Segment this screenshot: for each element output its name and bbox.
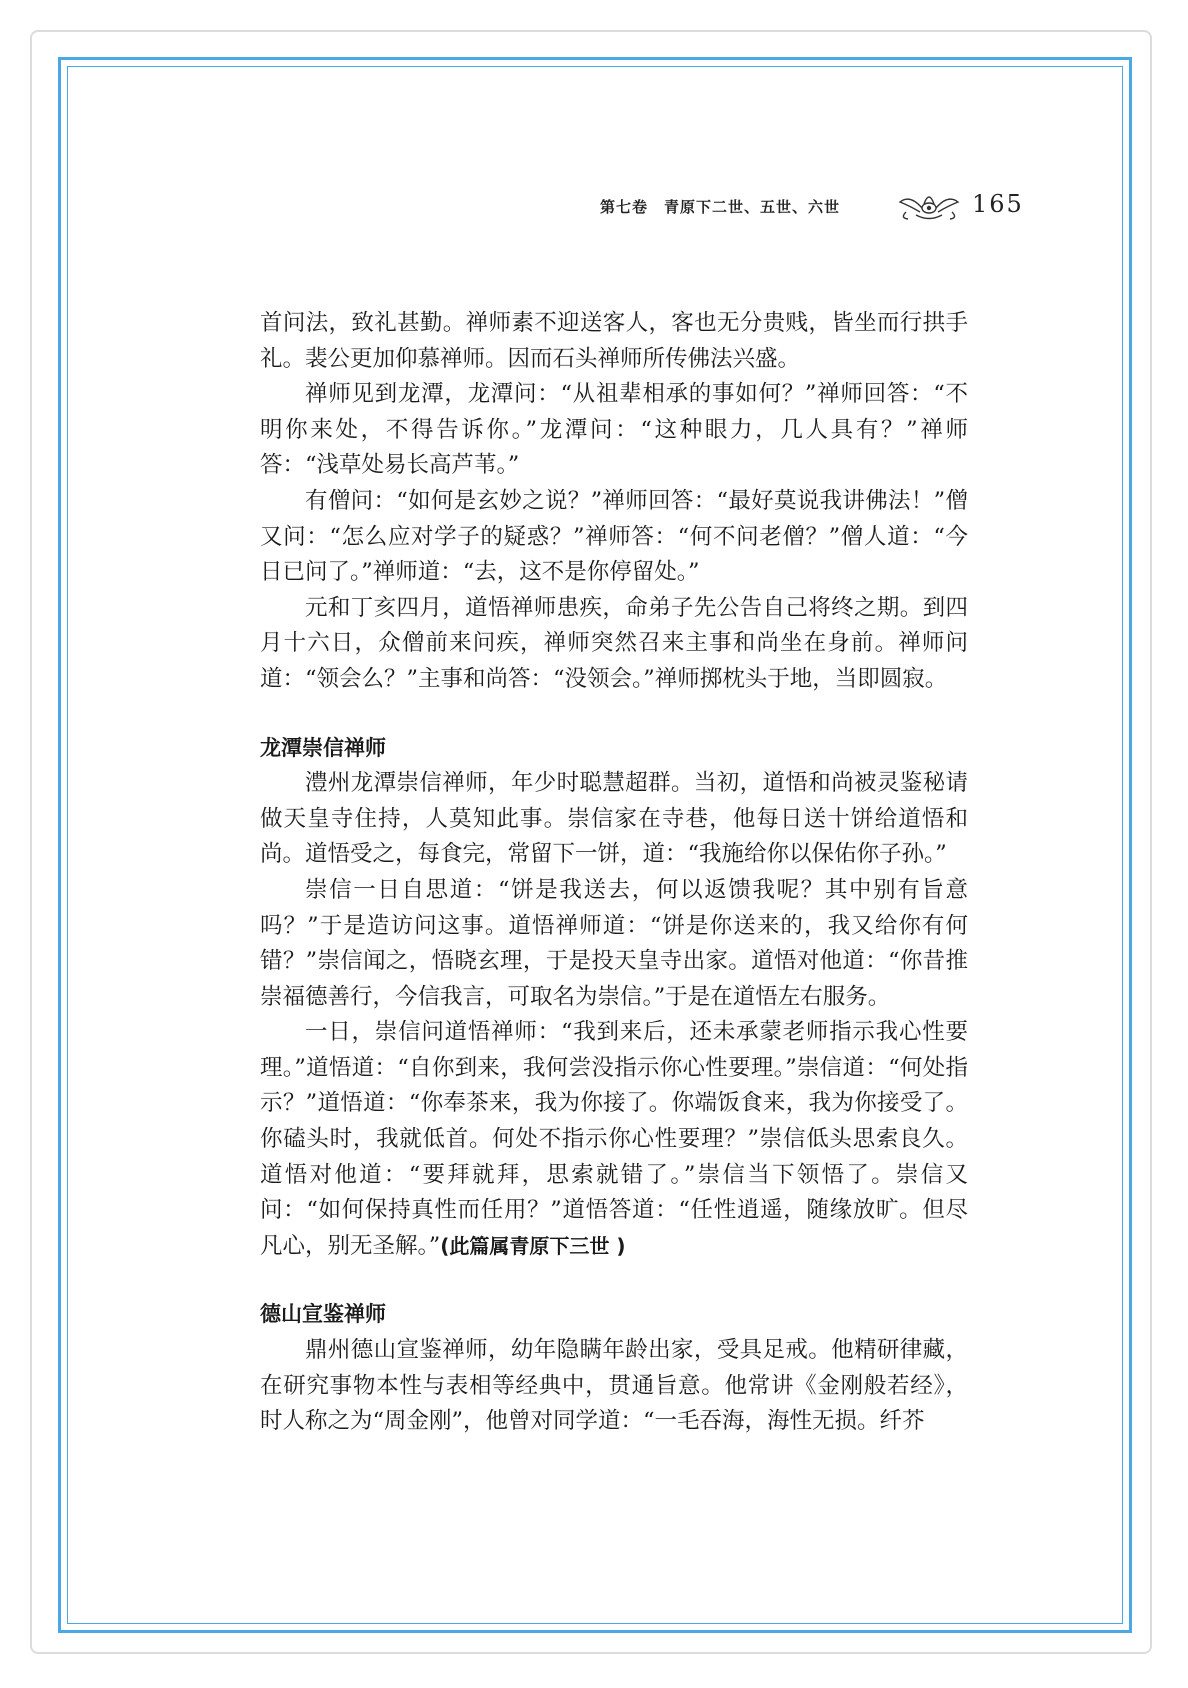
body-text	[260, 306, 968, 1440]
paragraph: 有僧问：“如何是玄妙之说？”禅师回答：“最好莫说我讲佛法！”僧又问：“怎么应对学子的疑惑？”禅师答：“何不问老僧？”僧人道：“今日已问了。”禅师道：“去，这不是你停留处。”	[260, 487, 968, 586]
paragraph: 鼎州德山宣鉴禅师，幼年隐瞒年龄出家，受具足戒。他精研律藏，在研究事物本性与表相等经典中，贯通旨意。他常讲《金刚般若经》，时人称之为“周金刚”，他曾对同学道：“一毛吞海，海性无损。纤芥	[260, 1337, 968, 1435]
paragraph: 元和丁亥四月，道悟禅师患疾，命弟子先公告自己将终之期。到四月十六日，众僧前来问疾，禅师突然召来主事和尚坐在身前。禅师问道：“领会么？”主事和尚答：“没领会。”禅师掷枕头于地，当即圆寂。	[260, 594, 968, 692]
lotus-ornament-icon	[896, 188, 962, 224]
running-header-title: 第七卷 青原下二世、五世、六世	[600, 198, 841, 216]
lineage-note: (此篇属青原下三世 )	[440, 1233, 626, 1258]
section-heading: 龙潭崇信禅师	[260, 735, 386, 760]
running-header	[600, 186, 1040, 226]
paragraph: 澧州龙潭崇信禅师，年少时聪慧超群。当初，道悟和尚被灵鉴秘请做天皇寺住持，人莫知此事。崇信家在寺巷，他每日送十饼给道悟和尚。道悟受之，每食完，常留下一饼，道：“我施给你以保佑你子孙。”	[260, 770, 968, 868]
paragraph: 崇信一日自思道：“饼是我送去，何以返馈我呢？其中别有旨意吗？”于是造访问这事。道悟禅师道：“饼是你送来的，我又给你有何错？”崇信闻之，悟晓玄理，于是投天皇寺出家。道悟对他道：“你昔推崇福德善行，今信我言，可取名为崇信。”于是在道悟左右服务。	[260, 876, 968, 1010]
page-number: 165	[972, 190, 1024, 218]
paragraph: 禅师见到龙潭，龙潭问：“从祖辈相承的事如何？”禅师回答：“不明你来处，不得告诉你。”龙潭问：“这种眼力，几人具有？”禅师答：“浅草处易长高芦苇。”	[260, 381, 968, 479]
paragraph	[260, 1015, 968, 1264]
paragraph-text: 一日，崇信问道悟禅师：“我到来后，还未承蒙老师指示我心性要理。”道悟道：“自你到来，我何尝没指示你心性要理。”崇信道：“何处指示？”道悟道：“你奉茶来，我为你接了。你端饭食来，我为你接受了。你磕头时，我就低首。何处不指示你心性要理？”崇信低头思索良久。道悟对他道：“要拜就拜，思索就错了。”崇信当下领悟了。崇信又问：“如何保持真性而任用？”道悟答道：“任性逍遥，随缘放旷。但尽凡心，别无圣解。”	[260, 1019, 968, 1259]
paragraph: 首问法，致礼甚勤。禅师素不迎送客人，客也无分贵贱，皆坐而行拱手礼。裴公更加仰慕禅师。因而石头禅师所传佛法兴盛。	[260, 310, 968, 372]
section-heading: 德山宣鉴禅师	[260, 1302, 386, 1327]
